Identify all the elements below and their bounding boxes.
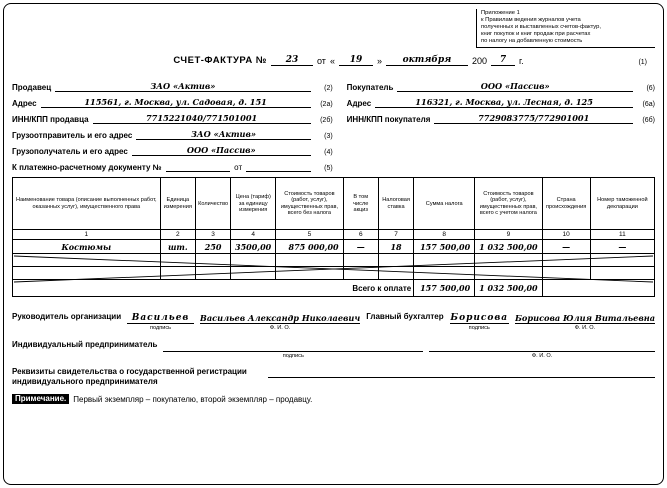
col-header-cost-with-tax: Стоимость товаров (работ, услуг), имущественных прав, всего с учетом налога [475, 178, 542, 230]
items-table [12, 177, 655, 297]
payment-doc-ot: от [234, 163, 243, 173]
accountant-label: Главный бухгалтер [366, 312, 444, 322]
item-customs: — [590, 240, 654, 254]
head-label: Руководитель организации [12, 312, 122, 322]
col-num: 7 [378, 230, 413, 240]
entrepreneur-sign-caption: подпись [282, 353, 304, 360]
table-header-row [13, 178, 655, 230]
invoice-month: октября [386, 55, 468, 66]
col-num: 10 [542, 230, 590, 240]
head-name-line [200, 311, 360, 324]
ref-2: (2) [324, 85, 333, 93]
total-empty-cell [542, 280, 654, 297]
title-ot: от [317, 56, 326, 67]
buyer-column [347, 76, 655, 172]
ref-5: (5) [324, 165, 333, 173]
head-name-block [200, 311, 360, 331]
col-num: 9 [475, 230, 542, 240]
field-seller-inn [12, 108, 333, 124]
accountant-signature-line [450, 311, 509, 324]
consignor-value: ЗАО «Актив» [136, 129, 310, 140]
accountant-name-line [515, 311, 655, 324]
col-header-tax-rate: Налоговая ставка [378, 178, 413, 230]
ref-2a: (2а) [320, 101, 333, 109]
item-qty: 250 [195, 240, 230, 254]
seller-address-value: 115561, г. Москва, ул. Садовая, д. 151 [41, 97, 311, 108]
payment-doc-label: К платежно-расчетному документу № [12, 163, 162, 173]
consignor-label: Грузоотправитель и его адрес [12, 131, 133, 141]
ref-2b: (2б) [320, 117, 333, 125]
footer-section [12, 311, 655, 404]
accountant-name: Борисова Юлия Витальевна [514, 313, 655, 324]
requisites-row [12, 367, 655, 387]
item-excise: — [343, 240, 378, 254]
col-num: 1 [13, 230, 161, 240]
ref-6a: (6а) [642, 101, 655, 109]
col-header-country: Страна происхождения [542, 178, 590, 230]
buyer-inn-value: 7729083775/772901001 [434, 113, 633, 124]
appendix-line: книг покупок и книг продаж при расчетах [481, 31, 591, 38]
total-tax-sum: 157 500,00 [414, 280, 475, 297]
seller-label: Продавец [12, 83, 52, 93]
col-header-qty: Количество [195, 178, 230, 230]
accountant-name-caption: Ф. И. О. [574, 325, 596, 332]
item-cost-with-tax: 1 032 500,00 [475, 240, 542, 254]
signatures-row [12, 311, 655, 331]
consignee-label: Грузополучатель и его адрес [12, 147, 128, 157]
total-row [13, 280, 655, 297]
payment-doc-date [246, 171, 311, 172]
col-header-cost-no-tax: Стоимость товаров (работ, услуг), имущественных прав, всего без налога [276, 178, 343, 230]
invoice-number: 23 [271, 55, 313, 66]
col-num: 4 [231, 230, 276, 240]
col-num: 2 [160, 230, 195, 240]
col-num: 3 [195, 230, 230, 240]
field-buyer [347, 76, 655, 92]
accountant-name-block [515, 311, 655, 331]
quote-close: » [376, 56, 382, 67]
col-num: 5 [276, 230, 343, 240]
note-text: Первый экземпляр – покупателю, второй экземпляр – продавцу. [73, 394, 313, 404]
ref-3: (3) [324, 133, 333, 141]
field-seller-address [12, 92, 333, 108]
item-unit: шт. [160, 240, 195, 254]
head-name-caption: Ф. И. О. [269, 325, 291, 332]
head-sign-caption: подпись [149, 325, 172, 332]
ref-6b: (6б) [642, 117, 655, 125]
field-consignee [12, 140, 333, 156]
accountant-signature: Борисова [450, 313, 509, 324]
head-signature-line [127, 311, 194, 324]
items-table-wrap [12, 177, 655, 297]
requisites-line [268, 367, 655, 378]
appendix-line: по налогу на добавленную стоимость [481, 38, 583, 45]
entrepreneur-label: Индивидуальный предприниматель [12, 340, 158, 350]
total-with-tax: 1 032 500,00 [475, 280, 542, 297]
col-header-price: Цена (тариф) за единицу измерения [231, 178, 276, 230]
appendix-line: полученных и выставленных счетов-фактур, [481, 24, 601, 31]
note-label: Примечание. [12, 394, 69, 404]
ref-1: (1) [638, 59, 647, 67]
seller-value: ЗАО «Актив» [55, 81, 311, 92]
accountant-signature-block [450, 311, 509, 331]
header-fields [12, 76, 655, 172]
item-row [13, 240, 655, 254]
field-consignor [12, 124, 333, 140]
empty-row [13, 254, 655, 267]
col-num: 11 [590, 230, 654, 240]
col-num: 8 [414, 230, 475, 240]
col-header-unit: Единица измерения [160, 178, 195, 230]
col-header-name: Наименование товара (описание выполненных работ, оказанных услуг), имущественного права [13, 178, 161, 230]
accountant-sign-caption: подпись [468, 325, 490, 332]
ref-6: (6) [646, 85, 655, 93]
document-frame [3, 3, 664, 485]
head-name: Васильев Александр Николаевич [199, 313, 361, 324]
entrepreneur-name-block [429, 339, 655, 359]
seller-column [12, 76, 333, 172]
consignee-value: ООО «Пассив» [132, 145, 311, 156]
appendix-note [476, 9, 655, 48]
entrepreneur-name-caption: Ф. И. О. [531, 353, 553, 360]
year-prefix: 200 [471, 56, 487, 67]
item-country: — [542, 240, 590, 254]
invoice-day: 19 [339, 55, 373, 66]
payment-doc-number [166, 171, 231, 172]
total-label: Всего к оплате [13, 280, 414, 297]
item-cost-no-tax: 875 000,00 [276, 240, 343, 254]
entrepreneur-name-line [429, 339, 655, 352]
buyer-inn-label: ИНН/КПП покупателя [346, 115, 431, 125]
field-payment-doc [12, 156, 333, 172]
appendix-line: к Правилам ведения журналов учета [481, 17, 581, 24]
field-seller [12, 76, 333, 92]
invoice-year: 7 [491, 55, 515, 66]
buyer-label: Покупатель [346, 83, 394, 93]
col-header-excise: В том числе акциз [343, 178, 378, 230]
item-tax-sum: 157 500,00 [414, 240, 475, 254]
entrepreneur-signature-block [163, 339, 423, 359]
field-buyer-address [347, 92, 655, 108]
buyer-value: ООО «Пассив» [397, 81, 633, 92]
seller-inn-label: ИНН/КПП продавца [12, 115, 89, 125]
head-signature: Васильев [131, 313, 190, 324]
seller-address-label: Адрес [12, 99, 37, 109]
col-num: 6 [343, 230, 378, 240]
entrepreneur-row [12, 339, 655, 359]
col-header-customs: Номер таможенной декларации [590, 178, 654, 230]
seller-inn-value: 7715221040/771501001 [93, 113, 311, 124]
head-signature-block [127, 311, 194, 331]
column-numbers-row [13, 230, 655, 240]
col-header-tax-sum: Сумма налога [414, 178, 475, 230]
requisites-label: Реквизиты свидетельства о государственной регистрации индивидуального предпринимателя [12, 367, 247, 387]
buyer-address-label: Адрес [346, 99, 372, 109]
field-buyer-inn [347, 108, 655, 124]
entrepreneur-signature-line [163, 339, 423, 352]
item-price: 3500,00 [231, 240, 276, 254]
year-suffix: г. [519, 56, 524, 67]
buyer-address-value: 116321, г. Москва, ул. Лесная, д. 125 [375, 97, 633, 108]
ref-4: (4) [324, 149, 333, 157]
item-name: Костюмы [13, 240, 161, 254]
quote-open: « [329, 56, 335, 67]
invoice-title-label: СЧЕТ-ФАКТУРА № [173, 55, 267, 67]
note-row [12, 394, 655, 404]
item-tax-rate: 18 [378, 240, 413, 254]
empty-row [13, 267, 655, 280]
invoice-title [72, 55, 647, 67]
appendix-line: Приложение 1 [481, 10, 520, 16]
